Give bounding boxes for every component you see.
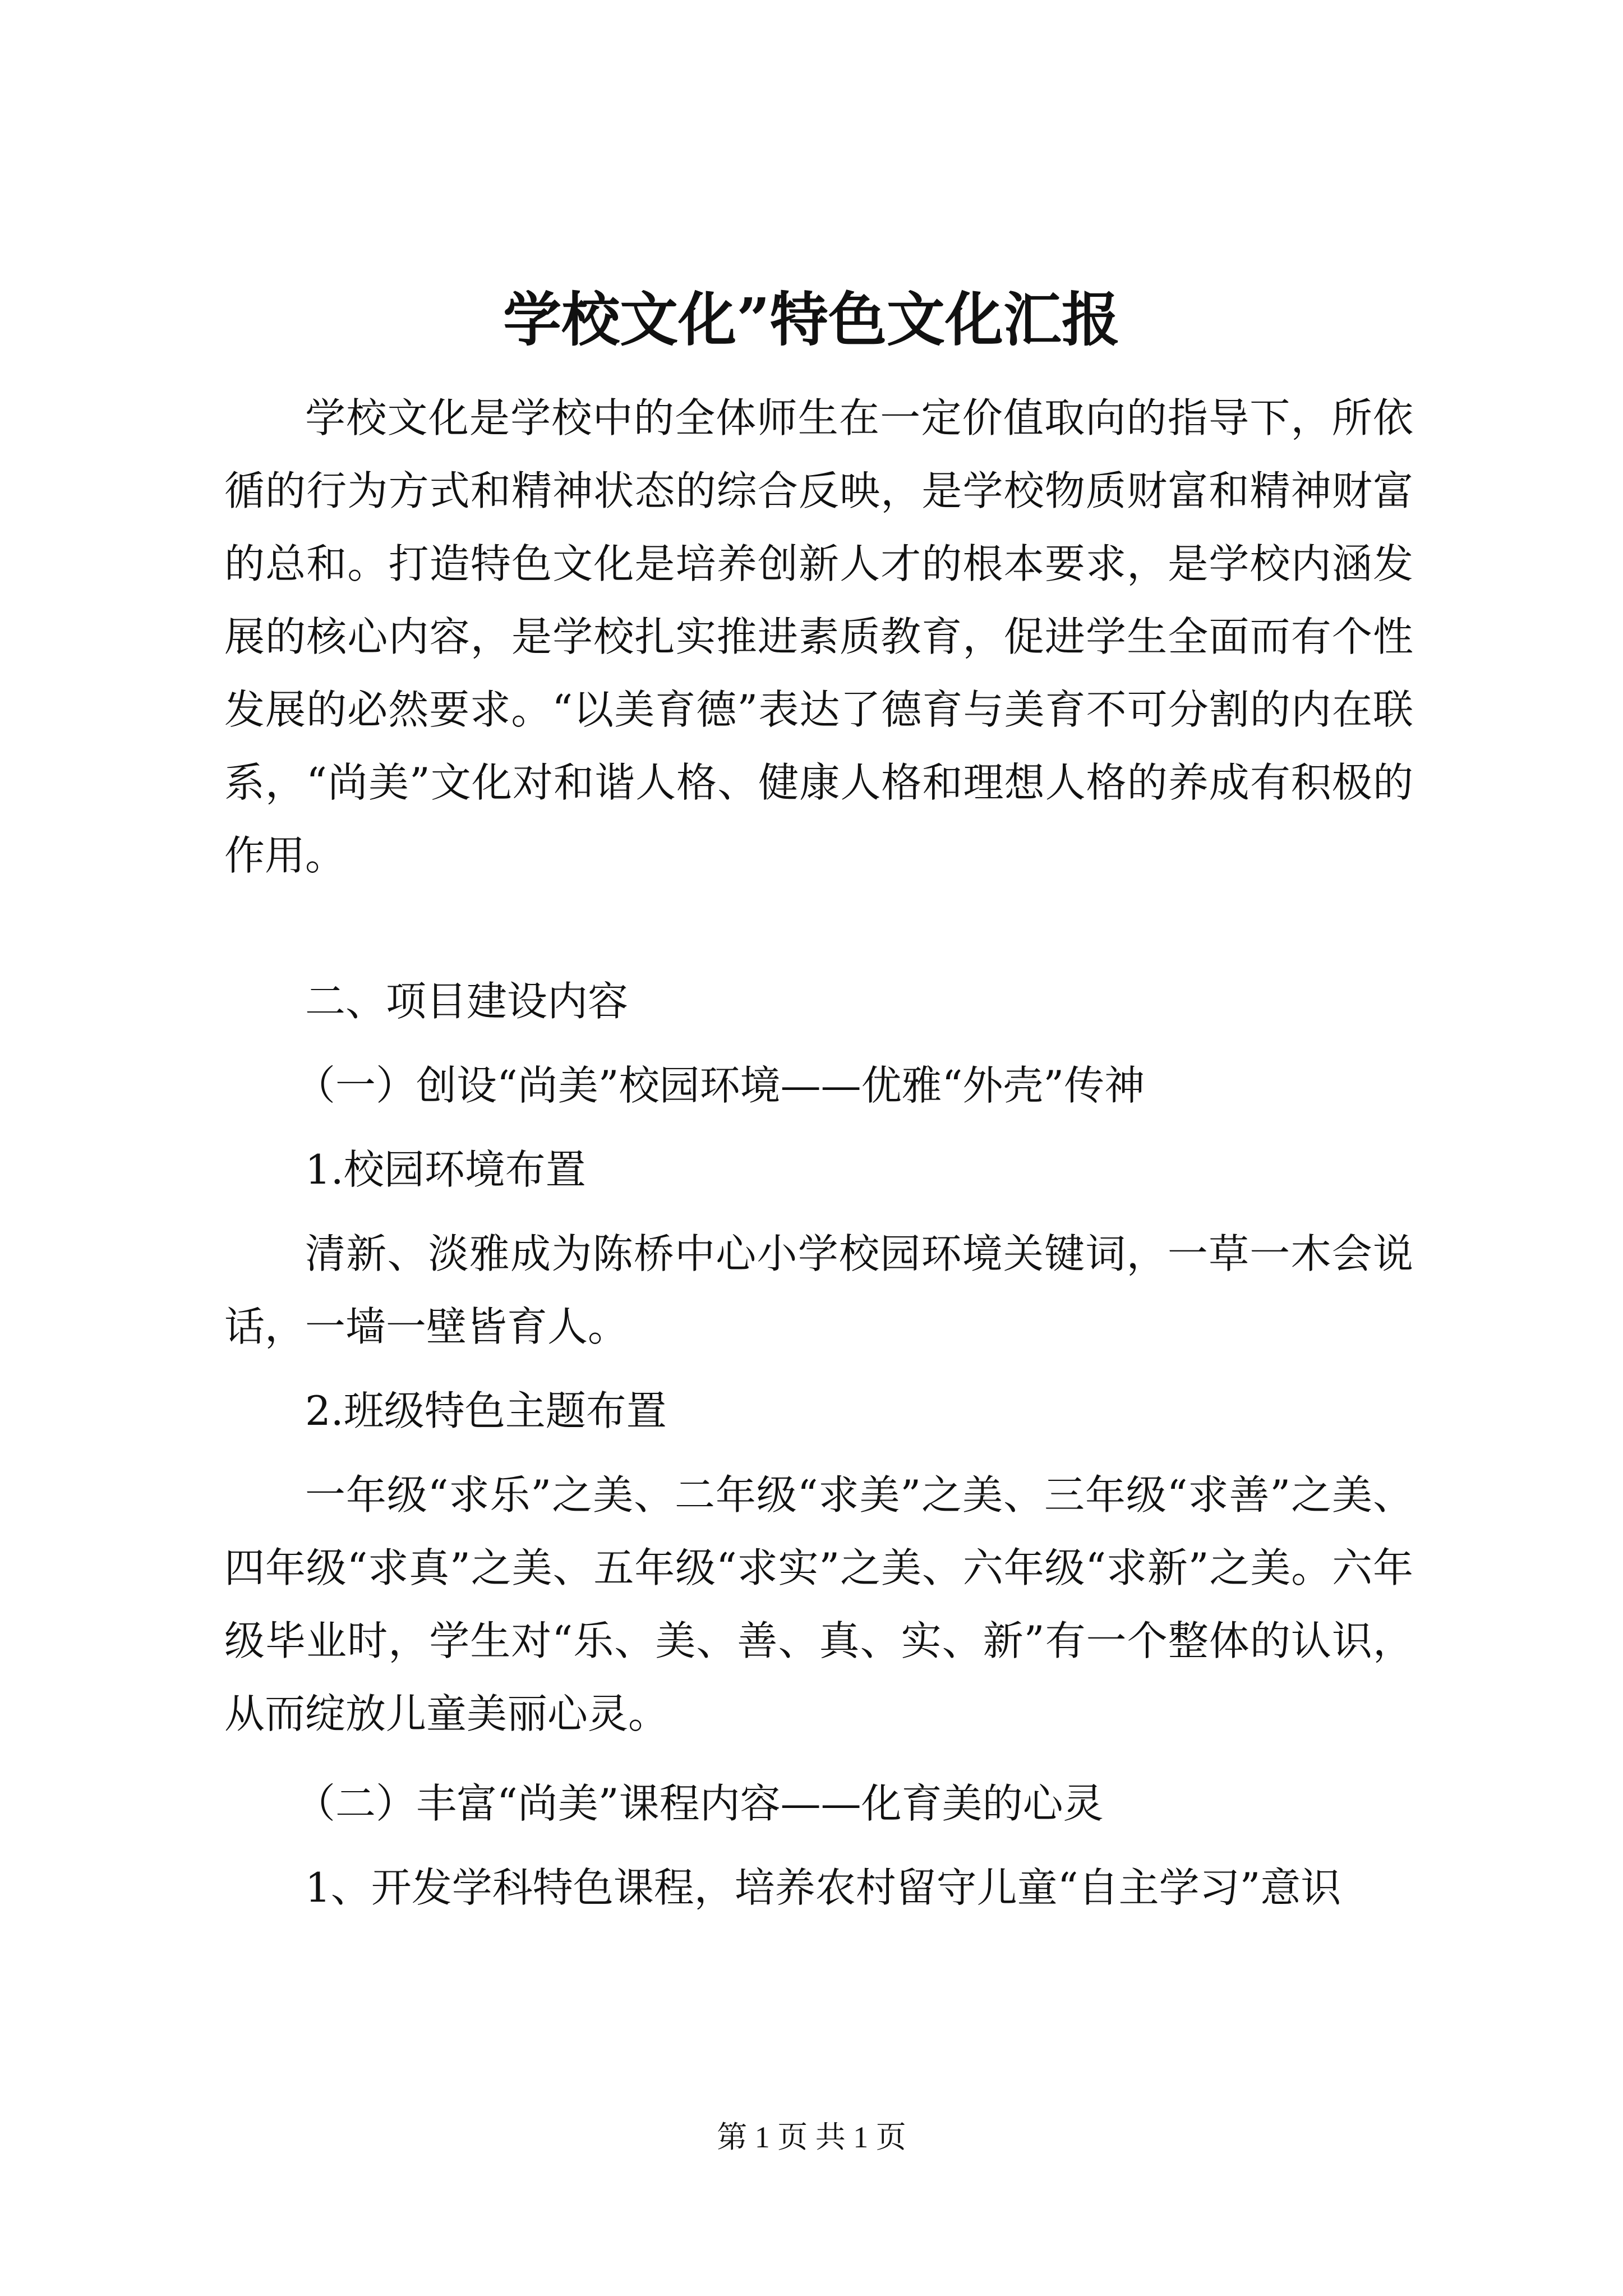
document-body bbox=[224, 381, 1413, 2008]
document-title: 学校文化”特色文化汇报 bbox=[503, 285, 1120, 354]
page-footer: 第 1 页 共 1 页 bbox=[717, 2120, 906, 2154]
item-heading-campus-layout: 1.校园环境布置 bbox=[305, 1146, 586, 1193]
item-heading-class-theme: 2.班级特色主题布置 bbox=[305, 1387, 667, 1434]
intro-paragraph: 学校文化是学校中的全体师生在一定价值取向的指导下，所依循的行为方式和精神状态的综合反映，是学校物质财富和精神财富的总和。打造特色文化是培养创新人才的根本要求，是学校内涵发展的核心内容，是学校扎实推进素质教育，促进学生全面而有个性发展的必然要求。“以美育德”表达了德育与美育不可分割的内在联系，“尚美”文化对和谐人格、健康人格和理想人格的养成有积极的作用。 bbox=[224, 394, 1413, 879]
section-heading-project-content: 二、项目建设内容 bbox=[305, 978, 629, 1025]
subsection-heading-campus-environment: （一）创设“尚美”校园环境——优雅“外壳”传神 bbox=[295, 1062, 1145, 1109]
campus-layout-paragraph: 清新、淡雅成为陈桥中心小学校园环境关键词，一草一木会说话，一墙一壁皆育人。 bbox=[224, 1230, 1413, 1350]
curriculum-item-paragraph: 1、开发学科特色课程，培养农村留守儿童“自主学习”意识 bbox=[305, 1864, 1341, 1911]
subsection-heading-curriculum: （二）丰富“尚美”课程内容——化育美的心灵 bbox=[295, 1780, 1104, 1827]
class-theme-paragraph: 一年级“求乐”之美、二年级“求美”之美、三年级“求善”之美、四年级“求真”之美、五年级“求实”之美、六年级“求新”之美。六年级毕业时，学生对“乐、美、善、真、实、新”有一个整体的认识，从而绽放儿童美丽心灵。 bbox=[224, 1471, 1413, 1737]
